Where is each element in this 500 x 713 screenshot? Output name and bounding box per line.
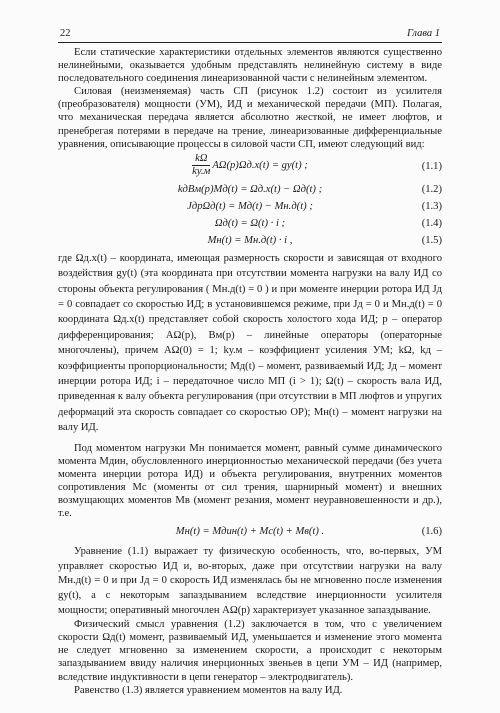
header-rule — [58, 42, 442, 43]
paragraph-6: Физический смысл уравнения (1.2) заключается в том, что с увеличением скорости Ωд(t) момент, развиваемый ИД, уменьшается и изменение этого момента не следует мгновенно за изменением скорости, а происходит с некоторым запаздыванием ввиду наличия инерционных звеньев в цепи УМ – ИД (например, вследствие индуктивности в цепи генератор – электродвигатель). — [58, 619, 442, 683]
page-body — [58, 46, 442, 697]
equation-1-1 — [58, 153, 442, 181]
equation-body: Mн(t) = Mн.д(t) · i , — [207, 234, 293, 246]
paragraph-4: Под моментом нагрузки Mн понимается момент, равный сумме динамического момента Mдин, обусловленного инерционностью механической передачи (без учета момента инерции ротора ИД) и объекта регулирования, внутренних моментов сопротивления Mс (моменты от сил трения, шарнирный момент) и внешних возмущающих моментов Mв (момент резания, момент неуравновешенности и др.), т.е. — [58, 442, 442, 520]
equation-number: (1.6) — [421, 526, 442, 538]
equation-body: JдpΩд(t) = Mд(t) − Mн.д(t) ; — [187, 200, 313, 212]
fraction — [192, 153, 210, 178]
equation-number: (1.5) — [421, 234, 442, 246]
equation-body: Ωд(t) = Ω(t) · i ; — [214, 217, 286, 229]
chapter-title: Глава 1 — [407, 28, 440, 39]
equation-body: Mн(t) = Mдин(t) + Mс(t) + Mв(t) . — [175, 526, 325, 538]
page-number: 22 — [60, 28, 71, 39]
equation-number: (1.1) — [421, 160, 442, 172]
equation-1-5 — [58, 234, 442, 249]
fraction-numerator: kΩ — [192, 153, 210, 166]
equation-1-6 — [58, 525, 442, 540]
equation-number: (1.4) — [421, 217, 442, 229]
equation-body: AΩ(p)Ωд.х(t) = gу(t) ; — [212, 159, 308, 171]
equation-body: kдBм(p)Mд(t) = Ωд.х(t) − Ωд(t) ; — [177, 183, 323, 195]
paragraph-3: где Ωд.х(t) – координата, имеющая размерность скорости и зависящая от входного воздействия gу(t) (эта координата при отсутствии момента нагрузки на валу ИД со стороны объекта регулирования ( Mн.д(t) = 0 ) и при моменте инерции ротора ИД Jд = 0 совпадает со скоростью ИД; в установившемся режиме, при Jд = 0 и Mн.д(t) = 0 координата Ωд.х(t) представляет собой скорость холостого хода ИД; p – оператор дифференцирования; AΩ(p), Bм(p) – линейные операторы (операторные многочлены), причем AΩ(0) = 1; kу.м – коэффициент усиления УМ; kΩ, kд – коэффициенты пропорциональности; Mд(t) – момент, развиваемый ИД; Jд – момент инерции ротора ИД; i – передаточное число МП (i > 1); Ω(t) – скорость вала ИД, приведенная к валу объекта регулирования (при отсутствии в МП люфтов и упругих деформаций эта скорость совпадает со скоростью ОР); Mн(t) – момент нагрузки на валу ИД. — [58, 252, 442, 434]
equation-1-2 — [58, 183, 442, 198]
fraction-denominator: kу.м — [192, 165, 211, 177]
equation-1-4 — [58, 217, 442, 232]
paragraph-7: Равенство (1.3) является уравнением моментов на валу ИД. — [74, 684, 343, 696]
paragraph-5: Уравнение (1.1) выражает ту физическую особенность, что, во-первых, УМ управляет скоростью ИД и, во-вторых, даже при отсутствии нагрузки на валу Mн.д(t) = 0 и при Jд = 0 скорость ИД изменялась бы не мгновенно после изменения gу(t), а с некоторым запаздыванием вследствие инерционности усилителя мощности; оперативный многочлен AΩ(p) характеризует указанное запаздывание. — [58, 546, 442, 616]
equation-number: (1.2) — [421, 183, 442, 195]
equation-number: (1.3) — [421, 200, 442, 212]
equation-1-3 — [58, 200, 442, 215]
paragraph-1: Если статические характеристики отдельных элементов являются существенно нелинейными, оказывается удобным представлять нелинейную систему в виде последовательного соединения линеаризованной части с нелинейным элементом. — [58, 47, 442, 85]
paragraph-2: Силовая (неизменяемая) часть СП (рисунок 1.2) состоит из усилителя (преобразователя) мощности (УМ), ИД и механической передачи (МП). Полагая, что механическая передача является абсолютно жесткой, не имеет люфтов, и пренебрегая потерями в передаче на трение, линеаризованные дифференциальные уравнения, описывающие процессы в силовой части СП, имеют следующий вид: — [58, 86, 442, 150]
